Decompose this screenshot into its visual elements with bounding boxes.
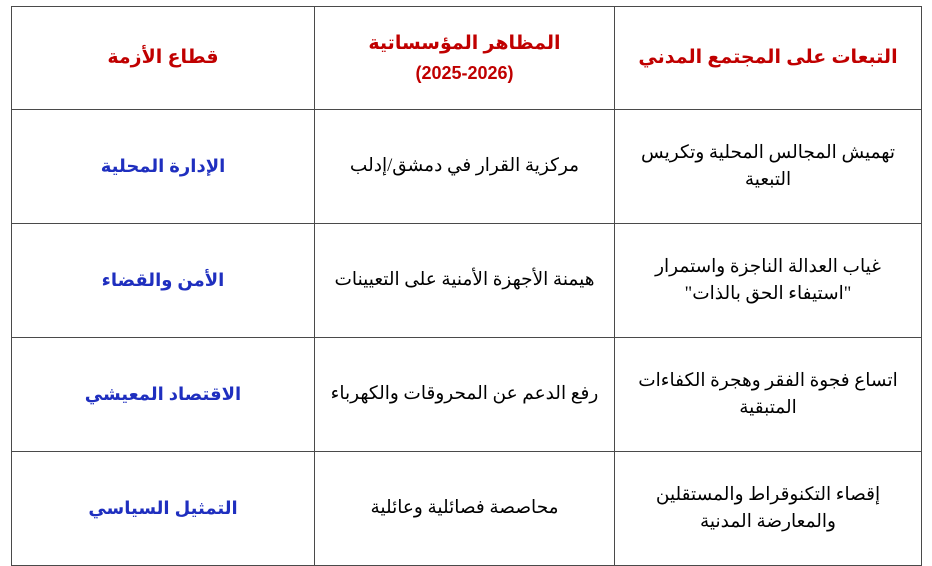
crisis-table-container [0,6,932,532]
column-header-impacts: التبعات على المجتمع المدني [615,7,922,110]
cell-impacts: إقصاء التكنوقراط والمستقلين والمعارضة المدنية [615,452,922,566]
table-header [12,7,922,110]
cell-manifestations: رفع الدعم عن المحروقات والكهرباء [315,338,615,452]
column-header-manifestations-title: المظاهر المؤسساتية [368,33,561,55]
table-row [12,224,922,338]
cell-sector: التمثيل السياسي [12,452,315,566]
cell-sector: الاقتصاد المعيشي [12,338,315,452]
cell-sector: الأمن والقضاء [12,224,315,338]
table-row [12,338,922,452]
column-header-sector: قطاع الأزمة [12,7,315,110]
cell-impacts: غياب العدالة الناجزة واستمرار "استيفاء الحق بالذات" [615,224,922,338]
cell-impacts: اتساع فجوة الفقر وهجرة الكفاءات المتبقية [615,338,922,452]
cell-impacts: تهميش المجالس المحلية وتكريس التبعية [615,110,922,224]
table-header-row [12,7,922,110]
cell-sector: الإدارة المحلية [12,110,315,224]
cell-manifestations: هيمنة الأجهزة الأمنية على التعيينات [315,224,615,338]
cell-manifestations: محاصصة فصائلية وعائلية [315,452,615,566]
table-body [12,110,922,566]
table-row [12,452,922,566]
column-header-manifestations [315,7,615,110]
table-row [12,110,922,224]
cell-manifestations: مركزية القرار في دمشق/إدلب [315,110,615,224]
crisis-sectors-table [11,6,922,566]
column-header-manifestations-period: (2025-2026) [415,62,514,83]
